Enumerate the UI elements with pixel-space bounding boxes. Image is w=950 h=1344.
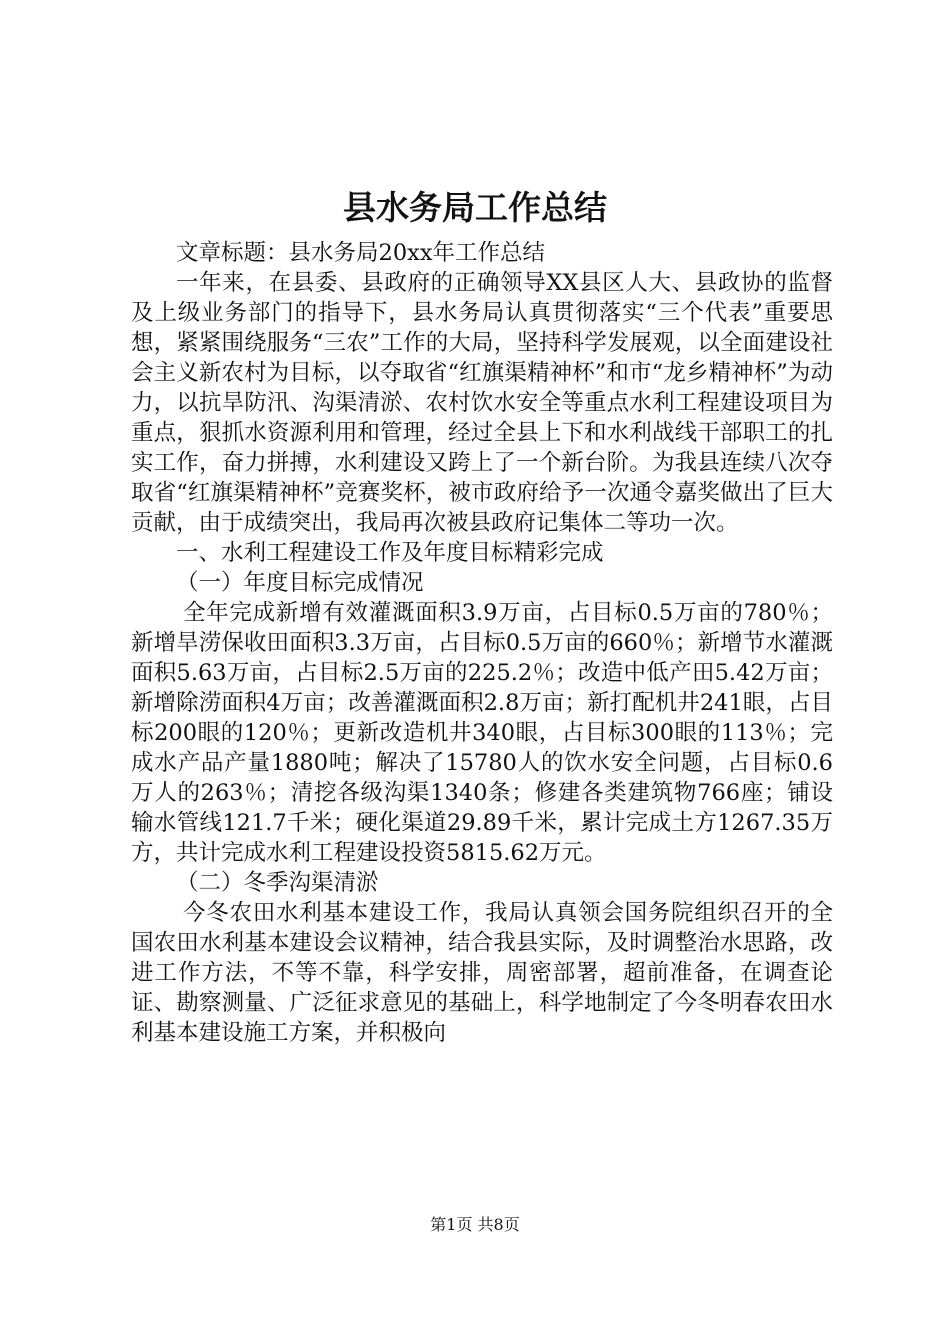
- document-title: 县水务局工作总结: [343, 188, 607, 227]
- intro-paragraph: 一年来，在县委、县政府的正确领导XX县区人大、县政协的监督及上级业务部门的指导下，县水务局认真贯彻落实“三个代表”重要思想，紧紧围绕服务“三农”工作的大局，坚持科学发展观，以全面建设社会主义新农村为目标，以夺取省“红旗渠精神杯”和市“龙乡精神杯”为动力，以抗旱防汛、沟渠清淤、农村饮水安全等重点水利工程建设项目为重点，狠抓水资源利用和管理，经过全县上下和水利战线干部职工的扎实工作，奋力拼搏，水利建设又跨上了一个新台阶。为我县连续八次夺取省“红旗渠精神杯”竞赛奖杯，被市政府给予一次通令嘉奖做出了巨大贡献，由于成绩突出，我局再次被县政府记集体二等功一次。: [131, 270, 833, 536]
- targets-paragraph: 全年完成新增有效灌溉面积3.9万亩，占目标0.5万亩的780％；新增旱涝保收田面积3.3万亩，占目标0.5万亩的660％；新增节水灌溉面积5.63万亩，占目标2.5万亩的225.2％；改造中低产田5.42万亩；新增除涝面积4万亩；改善灌溉面积2.8万亩；新打配机井241眼，占目标200眼的120％；更新改造机井340眼，占目标300眼的113％；完成水产品产量1880吨；解决了15780人的饮水安全问题，占目标0.6万人的263％；清挖各级沟渠1340条；修建各类建筑物766座；铺设输水管线121.7千米；硬化渠道29.89千米，累计完成土方1267.35万方，共计完成水利工程建设投资5815.62万元。: [131, 600, 833, 866]
- article-title-line: 文章标题：县水务局20xx年工作总结: [176, 240, 546, 266]
- section-heading: 一、水利工程建设工作及年度目标精彩完成: [176, 540, 604, 566]
- subsection-heading-1: （一）年度目标完成情况: [176, 570, 424, 596]
- subsection-heading-2: （二）冬季沟渠清淤: [176, 870, 379, 896]
- page-footer: 第1页 共8页: [430, 1215, 520, 1234]
- winter-paragraph: 今冬农田水利基本建设工作，我局认真领会国务院组织召开的全国农田水利基本建设会议精神，结合我县实际，及时调整治水思路，改进工作方法，不等不靠，科学安排，周密部署，超前准备，在调查论证、勘察测量、广泛征求意见的基础上，科学地制定了今冬明春农田水利基本建设施工方案，并积极向: [131, 900, 833, 1046]
- document-body: [131, 238, 833, 1048]
